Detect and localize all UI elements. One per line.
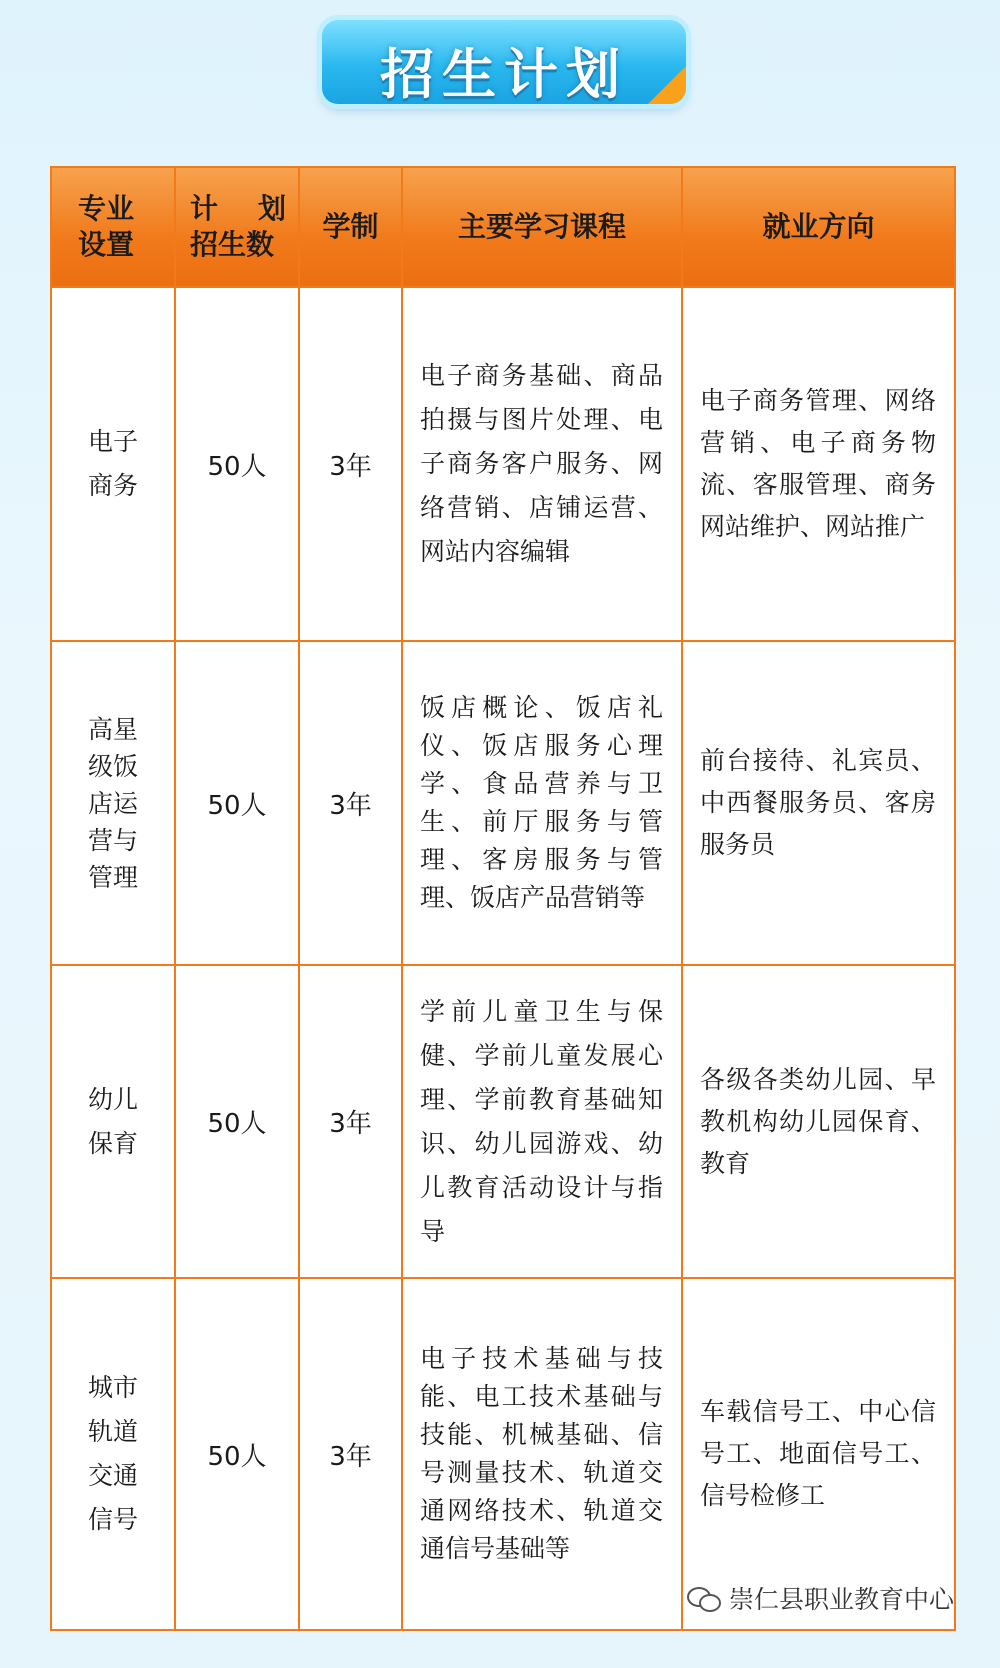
header-duration: 学制 [299, 167, 402, 287]
watermark [687, 1580, 954, 1616]
header-plan-line2: 招生数 [190, 228, 275, 261]
title-banner [322, 20, 686, 104]
header-jobs: 就业方向 [682, 167, 955, 287]
watermark-text: 崇仁县职业教育中心 [728, 1585, 954, 1614]
major-line: 信号 [88, 1505, 139, 1534]
major-line: 管理 [88, 862, 139, 892]
major-line: 级饭 [88, 751, 139, 781]
major-line: 交通 [88, 1461, 139, 1490]
duration-cell: 3年 [299, 641, 402, 965]
jobs-cell: 各级各类幼儿园、早教机构幼儿园保育、教育 [682, 965, 955, 1278]
count-cell: 50人 [175, 287, 299, 641]
header-courses: 主要学习课程 [402, 167, 682, 287]
header-plan-char1: 计 [190, 192, 259, 225]
header-major-line2: 设置 [78, 228, 135, 261]
table-row [51, 641, 955, 965]
major-cell [51, 287, 175, 641]
jobs-cell: 车载信号工、中心信号工、地面信号工、信号检修工 [682, 1278, 955, 1630]
enrollment-table [50, 166, 956, 1631]
major-line: 店运 [88, 788, 139, 818]
table-row [51, 1278, 955, 1630]
major-line: 保育 [88, 1128, 139, 1158]
major-cell [51, 641, 175, 965]
count-cell: 50人 [175, 965, 299, 1278]
courses-cell: 饭店概论、饭店礼仪、饭店服务心理学、食品营养与卫生、前厅服务与管理、客房服务与管理、饭店产品营销等 [402, 641, 682, 965]
major-line: 城市 [88, 1373, 139, 1402]
courses-cell: 学前儿童卫生与保健、学前儿童发展心理、学前教育基础知识、幼儿园游戏、幼儿教育活动设计与指导 [402, 965, 682, 1278]
header-plan-count [175, 167, 299, 287]
jobs-cell: 前台接待、礼宾员、中西餐服务员、客房服务员 [682, 641, 955, 965]
duration-cell: 3年 [299, 965, 402, 1278]
table-row [51, 287, 955, 641]
major-line: 幼儿 [88, 1084, 139, 1114]
major-cell [51, 1278, 175, 1630]
header-major [51, 167, 175, 287]
major-cell [51, 965, 175, 1278]
duration-cell: 3年 [299, 287, 402, 641]
major-line: 轨道 [88, 1417, 139, 1446]
wechat-icon [687, 1585, 721, 1611]
duration-cell: 3年 [299, 1278, 402, 1630]
major-line: 营与 [88, 825, 139, 855]
header-plan-char2: 划 [258, 192, 287, 225]
major-line: 商务 [88, 471, 139, 500]
count-cell: 50人 [175, 1278, 299, 1630]
courses-cell: 电子商务基础、商品拍摄与图片处理、电子商务客户服务、网络营销、店铺运营、网站内容编辑 [402, 287, 682, 641]
header-major-line1: 专业 [78, 192, 135, 225]
courses-cell: 电子技术基础与技能、电工技术基础与技能、机械基础、信号测量技术、轨道交通网络技术、轨道交通信号基础等 [402, 1278, 682, 1630]
major-line: 电子 [88, 427, 139, 456]
header-plan-line1 [190, 191, 298, 227]
jobs-cell: 电子商务管理、网络营销、电子商务物流、客服管理、商务网站维护、网站推广 [682, 287, 955, 641]
count-cell: 50人 [175, 641, 299, 965]
major-line: 高星 [88, 714, 139, 744]
page-title: 招生计划 [380, 43, 628, 104]
table-header-row [51, 167, 955, 287]
table-row [51, 965, 955, 1278]
